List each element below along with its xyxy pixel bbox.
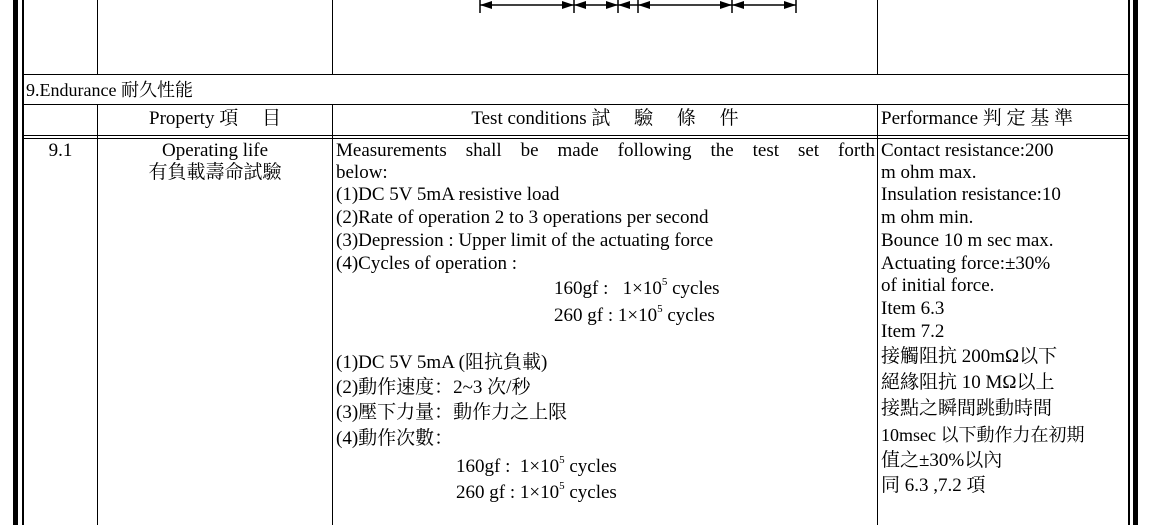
performance-zh-6: 同 6.3 ,7.2 項 xyxy=(881,475,986,496)
dimension-arrows-diagram xyxy=(478,0,800,14)
item-number: 9.1 xyxy=(48,140,73,161)
performance-en-7: of initial force. xyxy=(881,275,995,296)
condition-3-en: (3)Depression : Upper limit of the actuating force xyxy=(336,230,714,251)
cycle-b-zh-load: 260 gf : xyxy=(456,482,516,503)
performance-en-9: Item 7.2 xyxy=(881,321,945,342)
condition-3-zh: (3)壓下力量：動作力之上限 xyxy=(336,402,568,423)
performance-zh-5: 值之±30%以內 xyxy=(881,450,1003,471)
cycle-a-zh xyxy=(456,453,617,478)
cycle-b-zh xyxy=(456,479,617,504)
outer-left-border-thick xyxy=(13,0,18,525)
cycle-b-zh-value: 1×10 xyxy=(519,482,560,503)
cycle-b-unit: cycles xyxy=(667,305,715,326)
col-divider-1-top xyxy=(97,0,98,74)
header-performance: Performance 判 定 基 準 xyxy=(881,108,1074,129)
condition-1-zh: (1)DC 5V 5mA (阻抗負載) xyxy=(336,352,548,373)
performance-en-5: Bounce 10 m sec max. xyxy=(881,230,1054,251)
property-name-zh: 有負載壽命試驗 xyxy=(148,162,282,183)
outer-right-border-thick xyxy=(1133,0,1138,525)
header-property: Property 項 目 xyxy=(149,108,281,129)
conditions-intro-line2: below: xyxy=(336,162,388,183)
cycle-a-load: 160gf : xyxy=(554,278,609,299)
performance-en-3: Insulation resistance:10 xyxy=(881,184,1061,205)
condition-4-zh: (4)動作次數： xyxy=(336,428,454,449)
condition-1-en: (1)DC 5V 5mA resistive load xyxy=(336,184,560,205)
col-divider-2 xyxy=(332,105,333,525)
col-divider-3 xyxy=(877,105,878,525)
row-rule-3-b xyxy=(24,138,1128,139)
performance-zh-1: 接觸阻抗 200mΩ以下 xyxy=(881,346,1058,367)
cycle-b-zh-unit: cycles xyxy=(569,482,617,503)
cycle-a-unit: cycles xyxy=(672,278,720,299)
performance-zh-4: 10msec 以下動作力在初期 xyxy=(881,425,1085,445)
performance-en-1: Contact resistance:200 xyxy=(881,140,1054,161)
cycle-b-load: 260 gf : xyxy=(554,305,614,326)
cycle-a-exponent: 5 xyxy=(661,275,668,288)
condition-2-en: (2)Rate of operation 2 to 3 operations per second xyxy=(336,207,709,228)
property-name-en: Operating life xyxy=(161,140,269,161)
conditions-intro-line1: Measurements shall be made following the test set forth xyxy=(336,140,875,161)
performance-zh-2: 絕緣阻抗 10 MΩ以上 xyxy=(881,372,1055,393)
condition-2-zh: (2)動作速度：2~3 次/秒 xyxy=(336,377,531,398)
cycle-b-en xyxy=(554,302,715,327)
performance-en-8: Item 6.3 xyxy=(881,298,945,319)
cycle-a-zh-exponent: 5 xyxy=(559,453,565,466)
condition-4-en: (4)Cycles of operation : xyxy=(336,253,517,274)
section-title: 9.Endurance 耐久性能 xyxy=(26,80,193,100)
cycle-a-zh-unit: cycles xyxy=(569,456,617,477)
col-divider-3-top xyxy=(877,0,878,74)
outer-left-border-thin xyxy=(22,0,24,525)
cycle-b-zh-exponent: 5 xyxy=(559,479,565,492)
performance-zh-3: 接點之瞬間跳動時間 xyxy=(881,398,1053,419)
row-rule-1 xyxy=(24,74,1128,75)
cycle-a-zh-value: 1×10 xyxy=(519,456,560,477)
header-test-conditions: Test conditions 試 驗 條 件 xyxy=(471,108,739,129)
outer-right-border-thin xyxy=(1128,0,1130,525)
cycle-b-exponent: 5 xyxy=(657,302,663,315)
col-divider-2-top xyxy=(332,0,333,74)
row-rule-2 xyxy=(24,104,1128,105)
row-rule-3-a xyxy=(24,135,1128,136)
performance-en-4: m ohm min. xyxy=(881,207,974,228)
cycle-b-value: 1×10 xyxy=(617,305,658,326)
cycle-a-zh-load: 160gf : xyxy=(456,456,511,477)
cycle-a-en xyxy=(554,275,720,300)
performance-en-2: m ohm max. xyxy=(881,162,977,183)
performance-en-6: Actuating force:±30% xyxy=(881,253,1051,274)
cycle-a-value: 1×10 xyxy=(622,278,662,299)
